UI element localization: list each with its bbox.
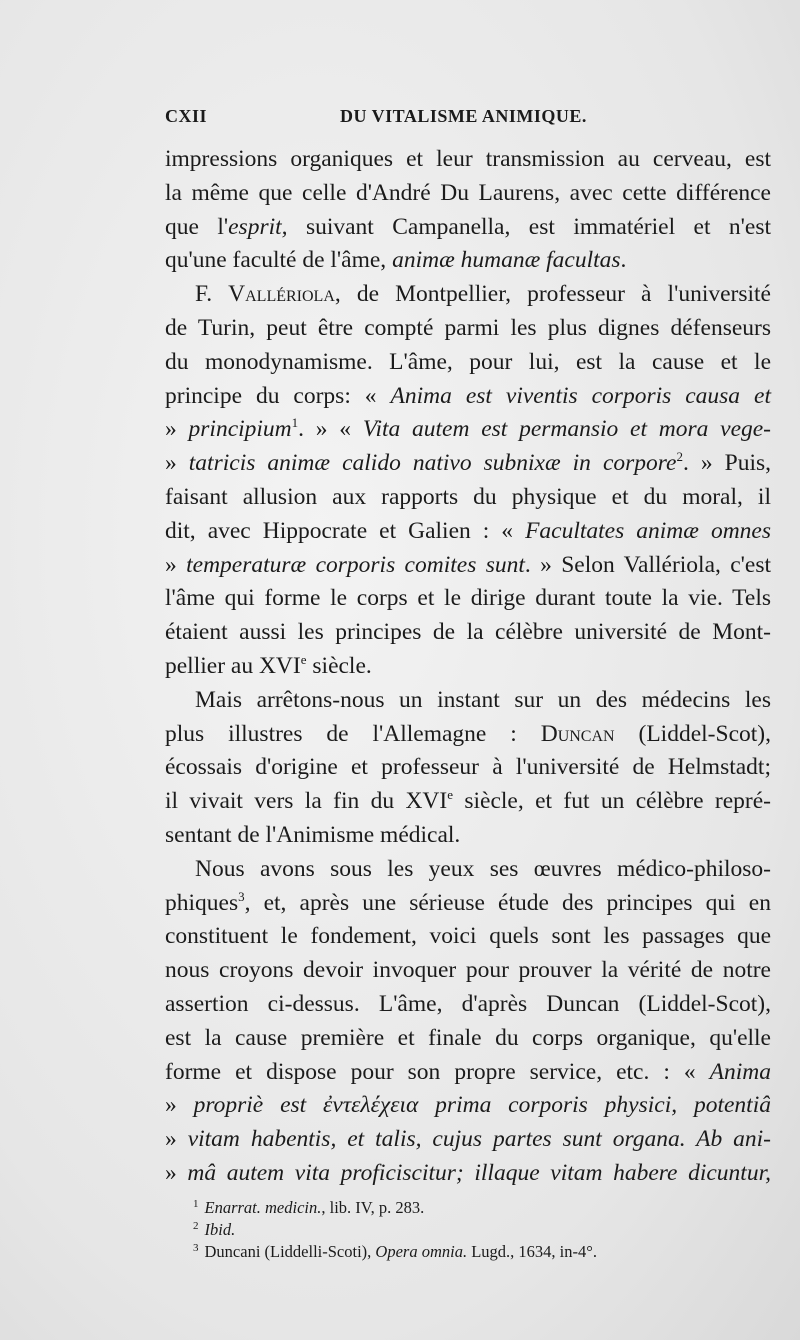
footnote-number: 1: [193, 1197, 199, 1210]
text-line: [165, 447, 771, 481]
text-run: étaient aussi les principes de la célèbre université de Mont-: [165, 619, 771, 646]
page-number: CXII: [165, 106, 208, 126]
text-run: »: [165, 1159, 188, 1186]
text-line: [165, 582, 771, 616]
italic-text: esprit,: [228, 213, 288, 240]
text-run: , et, après une sérieuse étude des principes qui en: [244, 889, 771, 916]
superscript: e: [447, 787, 453, 803]
text-line: [165, 177, 771, 211]
text-line: [165, 1157, 771, 1191]
small-caps-name: Vallériola: [228, 281, 335, 308]
text-line: [165, 143, 771, 177]
italic-text: animæ humanæ facultas: [392, 247, 621, 274]
text-run: »: [165, 1092, 194, 1119]
text-line: [165, 413, 771, 447]
text-line: [165, 1089, 771, 1123]
text-run: plus illustres de l'Allemagne :: [165, 720, 541, 747]
superscript: 2: [676, 449, 683, 465]
text-run: . » Puis,: [682, 450, 772, 477]
text-run: . » «: [298, 416, 363, 443]
text-run: pellier au XVI: [165, 652, 301, 679]
italic-text: Anima est viventis corporis causa et: [390, 382, 771, 409]
text-line: [165, 887, 771, 921]
text-run: Mais arrêtons-nous un instant sur un des médecins les: [195, 686, 771, 713]
italic-text: propriè est ἐντελέχεια prima corporis physici, potentiâ: [193, 1092, 771, 1119]
text-line: [165, 515, 771, 549]
text-run: dit, avec Hippocrate et Galien : «: [165, 517, 526, 544]
text-run: (Liddel-Scot),: [614, 720, 771, 747]
text-run: écossais d'origine et professeur à l'université de Helmstadt;: [165, 754, 771, 781]
text-run: assertion ci-dessus. L'âme, d'après Duncan (Liddel-Scot),: [165, 990, 771, 1017]
italic-text: Ibid.: [204, 1220, 236, 1239]
text-line: [165, 1123, 771, 1157]
text-line: [165, 380, 771, 414]
text-run: constituent le fondement, voici quels sont les passages que: [165, 923, 771, 950]
italic-text: tatricis animæ calido nativo subnixæ in corpore: [188, 450, 677, 477]
text-line: [165, 954, 771, 988]
running-title: DU VITALISME ANIMIQUE.: [340, 106, 587, 126]
text-line: [165, 278, 771, 312]
page-header: [165, 106, 765, 136]
text-line: [165, 549, 771, 583]
text-run: qu'une faculté de l'âme,: [165, 247, 393, 274]
text-line: [165, 1056, 771, 1090]
footnote: [193, 1197, 753, 1219]
text-run: F.: [195, 281, 229, 308]
text-line: [165, 920, 771, 954]
italic-text: Facultates animæ omnes: [525, 517, 771, 544]
text-line: [165, 616, 771, 650]
italic-text: mâ autem vita proficiscitur; illaque vitam habere dicuntur,: [187, 1159, 771, 1186]
small-caps-name: Duncan: [540, 720, 615, 747]
text-line: [165, 1022, 771, 1056]
text-run: , lib. IV, p. 283.: [321, 1198, 425, 1217]
text-line: [165, 785, 771, 819]
footnote: [193, 1241, 753, 1263]
text-line: [165, 346, 771, 380]
text-run: suivant Campanella, est immatériel et n'est: [287, 213, 771, 240]
footnote-number: 3: [193, 1241, 199, 1254]
text-line: [165, 312, 771, 346]
text-run: .: [620, 247, 627, 274]
superscript: e: [300, 652, 307, 668]
text-run: Duncani (Liddelli-Scoti),: [204, 1242, 376, 1261]
superscript: 1: [291, 415, 299, 431]
text-run: siècle, et fut un célèbre repré-: [453, 788, 771, 815]
text-run: l'âme qui forme le corps et le dirige durant toute la vie. Tels: [165, 585, 771, 612]
text-line: [165, 244, 771, 278]
text-run: phiques: [165, 889, 239, 916]
text-run: que l': [165, 213, 229, 240]
text-run: , de Montpellier, professeur à l'université: [334, 281, 771, 308]
italic-text: vitam habentis, et talis, cujus partes sunt organa. Ab ani-: [187, 1126, 772, 1153]
text-run: il vivait vers la fin du XVI: [165, 788, 448, 815]
footnote: [193, 1219, 753, 1241]
footnotes: [193, 1197, 753, 1263]
text-run: »: [165, 551, 187, 578]
italic-text: temperaturæ corporis comites sunt: [186, 551, 525, 578]
text-run: »: [165, 450, 189, 477]
italic-text: Opera omnia.: [375, 1242, 468, 1261]
text-run: . » Selon Vallériola, c'est: [524, 551, 771, 578]
text-run: »: [165, 416, 189, 443]
text-run: forme et dispose pour son propre service, etc. : «: [165, 1058, 710, 1085]
text-line: [165, 718, 771, 752]
text-run: sentant de l'Animisme médical.: [165, 821, 461, 848]
text-line: [165, 853, 771, 887]
text-run: Nous avons sous les yeux ses œuvres médico-philoso-: [195, 855, 771, 882]
text-run: la même que celle d'André Du Laurens, avec cette différence: [165, 179, 771, 206]
text-run: siècle.: [306, 652, 372, 679]
text-line: [165, 211, 771, 245]
italic-text: principium: [188, 416, 292, 443]
italic-text: Anima: [709, 1058, 771, 1085]
text-run: Lugd., 1634, in-4°.: [467, 1242, 597, 1261]
text-run: principe du corps: «: [165, 382, 391, 409]
main-text: [165, 143, 771, 1191]
text-line: [165, 481, 771, 515]
superscript: 3: [238, 888, 245, 904]
text-run: du monodynamisme. L'âme, pour lui, est la cause et le: [165, 348, 771, 375]
text-run: de Turin, peut être compté parmi les plus dignes défenseurs: [165, 314, 771, 341]
text-line: [165, 988, 771, 1022]
italic-text: Vita autem est permansio et mora vege-: [362, 416, 772, 443]
text-run: nous croyons devoir invoquer pour prouver la vérité de notre: [165, 957, 771, 984]
text-run: impressions organiques et leur transmission au cerveau, est: [165, 146, 771, 172]
text-line: [165, 819, 771, 853]
footnote-number: 2: [193, 1219, 199, 1232]
text-run: »: [165, 1126, 188, 1153]
text-line: [165, 751, 771, 785]
italic-text: Enarrat. medicin.: [204, 1198, 322, 1217]
text-line: [165, 684, 771, 718]
text-run: est la cause première et finale du corps organique, qu'elle: [165, 1024, 771, 1051]
text-run: faisant allusion aux rapports du physique et du moral, il: [165, 483, 771, 510]
text-line: [165, 650, 771, 684]
